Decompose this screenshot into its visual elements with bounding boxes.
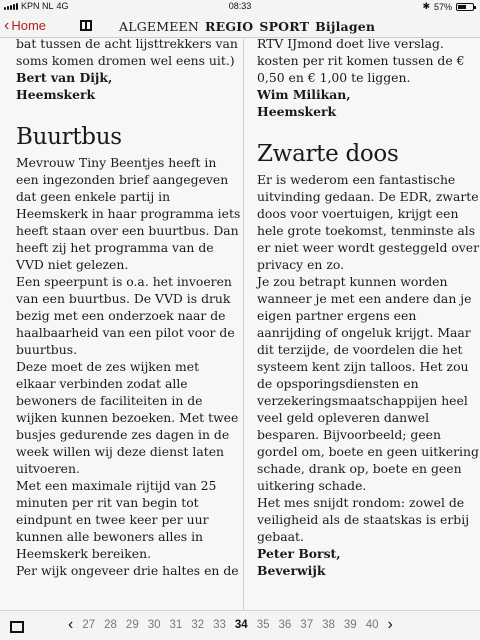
page-number-31[interactable]: 31 xyxy=(169,619,183,631)
headline-buurtbus: Buurtbus xyxy=(16,124,122,150)
page-number-33[interactable]: 33 xyxy=(213,619,226,631)
zwarte-doos-paragraph-3: Het mes snijdt rondom: zowel de veiligheid als de staatskas is erbij gebaat. xyxy=(257,495,470,544)
previous-letter-end: soms komen dromen wel eens uit.) xyxy=(16,53,235,68)
status-bar xyxy=(0,0,480,14)
headline-zwarte-doos: Zwarte doos xyxy=(257,141,399,167)
buurtbus-paragraph-2: Een speerpunt is o.a. het invoeren van een buurtbus. De VVD is druk bezig met een onderzoek naar de haalbaarheid van een pilot voor de buurtbus. xyxy=(16,274,235,357)
previous-letter-place: Heemskerk xyxy=(257,104,337,119)
page-number-29[interactable]: 29 xyxy=(125,619,139,631)
page-grid-icon[interactable] xyxy=(10,621,24,633)
tab-sport[interactable]: SPORT xyxy=(259,19,310,34)
bluetooth-icon: ✱ xyxy=(422,1,430,11)
carrier-label: KPN NL xyxy=(21,1,54,11)
page-number-38[interactable]: 38 xyxy=(322,619,335,631)
previous-letter-author: Bert van Dijk, xyxy=(16,70,113,85)
chevron-left-icon: ‹ xyxy=(4,16,10,34)
buurtbus-paragraph-3: Deze moet de zes wijken met elkaar verbinden zodat alle bewoners de faciliteiten in de wijken kunnen bezoeken. Met twee busjes gedurende zes dagen in de week willen wij deze dienst laten uitvoeren. xyxy=(16,359,239,476)
right-column xyxy=(257,39,480,579)
battery-icon xyxy=(456,3,474,11)
page-overview-icon[interactable] xyxy=(80,20,92,31)
bottom-bar xyxy=(0,610,480,640)
page-number-28[interactable]: 28 xyxy=(104,619,117,631)
page-number-39[interactable]: 39 xyxy=(343,619,357,631)
section-tabs xyxy=(119,19,375,34)
zwarte-doos-place: Beverwijk xyxy=(257,563,326,578)
chevron-left-icon[interactable]: ‹ xyxy=(68,616,74,633)
zwarte-doos-author: Peter Borst, xyxy=(257,546,341,561)
tab-regio[interactable]: REGIO xyxy=(205,19,254,34)
tab-bijlagen[interactable]: Bijlagen xyxy=(315,19,376,34)
top-nav xyxy=(0,14,480,38)
previous-letter-place: Heemskerk xyxy=(16,87,96,102)
page-navigator xyxy=(68,616,393,633)
left-column xyxy=(16,39,241,579)
page-number-35[interactable]: 35 xyxy=(256,619,270,631)
zwarte-doos-paragraph-2: Je zou betrapt kunnen worden wanneer je met een andere dan je eigen partner ergens een aanrijding of ongeluk krijgt. Maar dit terzijde, de voordelen die het systeem kent zijn talloos. Het zou de opsporingsdiensten en verzekeringsmaatschappijen heel veel geld opleveren danwel besparen. Bijvoorbeeld; geen gordel om, boete en geen uitkering schade, drank op, boete en geen uitkering schade. xyxy=(257,274,479,493)
page-number-37[interactable]: 37 xyxy=(300,619,314,631)
page-number-32[interactable]: 32 xyxy=(191,619,205,631)
page-number-36[interactable]: 36 xyxy=(278,619,292,631)
column-divider xyxy=(243,39,244,610)
page-number-30[interactable]: 30 xyxy=(147,619,161,631)
cut-off-line: RTV IJmond doet live verslag. xyxy=(257,39,444,51)
network-label: 4G xyxy=(56,1,69,11)
home-label: Home xyxy=(11,18,47,33)
zwarte-doos-paragraph-1: Er is wederom een fantastische uitvinding gedaan. De EDR, zwarte doos voor voertuigen, krijgt een hele grote toekomst, tenminste als er niet weer wordt gesteggeld over privacy en zo. xyxy=(257,172,480,272)
chevron-right-icon[interactable]: › xyxy=(387,616,393,633)
battery-percent: 57% xyxy=(433,1,452,12)
buurtbus-paragraph-5: Per wijk ongeveer drie haltes en de xyxy=(16,563,239,578)
tab-algemeen[interactable]: ALGEMEEN xyxy=(119,19,200,34)
previous-letter-author: Wim Milikan, xyxy=(257,87,351,102)
battery-fill xyxy=(458,5,466,9)
page-number-27[interactable]: 27 xyxy=(82,619,96,631)
clock: 08:33 xyxy=(228,1,252,11)
page-number-34[interactable]: 34 xyxy=(234,619,248,631)
cut-off-line: bat tussen de acht lijsttrekkers van xyxy=(16,39,238,51)
previous-letter-end: kosten per rit komen tussen de € 0,50 en € 1,00 te liggen. xyxy=(257,53,465,85)
buurtbus-paragraph-4: Met een maximale rijtijd van 25 minuten per rit van begin tot eindpunt en twee keer per uur kunnen alle bewoners alles in Heemskerk bereiken. xyxy=(16,478,217,561)
buurtbus-paragraph-1: Mevrouw Tiny Beentjes heeft in een ingezonden brief aangegeven dat geen enkele partij in Heemskerk in haar programma iets heeft staan over een buurtbus. Dan heeft zij het programma van de VVD niet gelezen. xyxy=(16,155,241,272)
newspaper-page[interactable] xyxy=(0,39,480,610)
status-right xyxy=(422,1,474,12)
home-back-button[interactable] xyxy=(4,18,46,33)
page-number-40[interactable]: 40 xyxy=(365,619,379,631)
